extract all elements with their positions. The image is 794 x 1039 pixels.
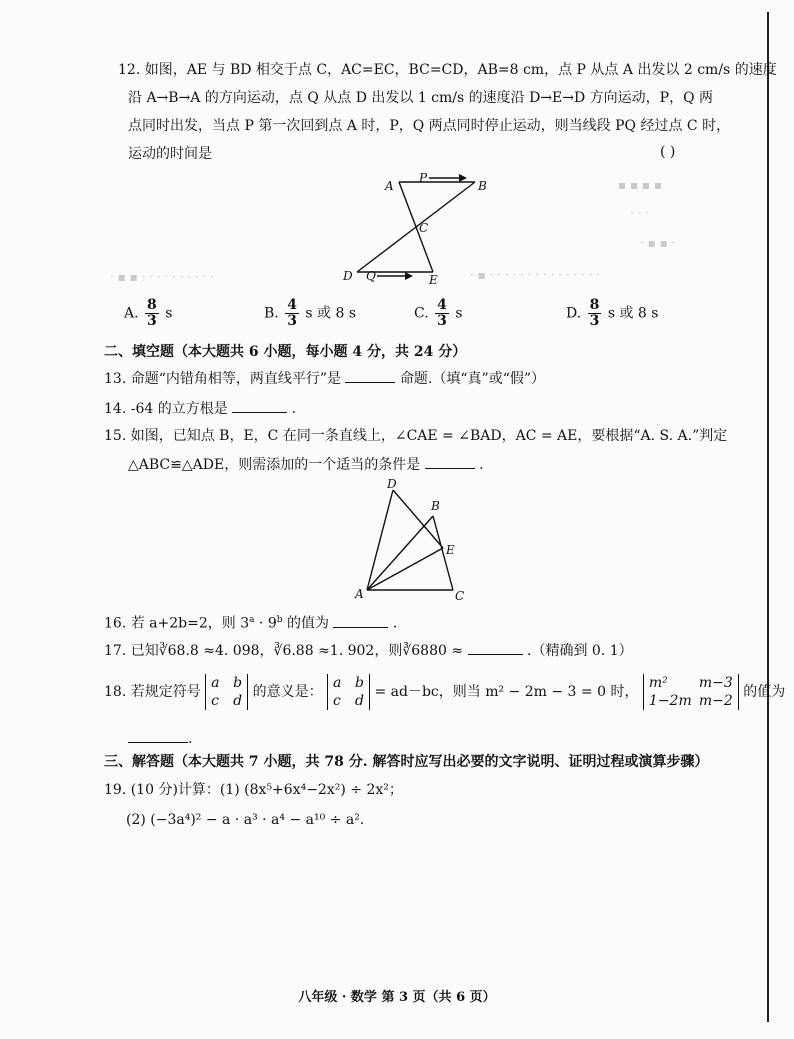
q18-determinant-value: m² m−3 1−2m m−2 <box>643 674 739 710</box>
q17-root-2: ∛6.88 <box>273 643 314 659</box>
q16-exponent-b: b <box>276 615 283 625</box>
q12-option-b[interactable] <box>264 298 356 329</box>
q13-text: 13. 命题“内错角相等，两直线平行”是 <box>104 371 342 387</box>
section-3-heading: 三、解答题（本大题共 7 小题，共 78 分. 解答时应写出必要的文字说明、证明过程或演算步骤） <box>104 754 709 770</box>
q19-line-2: (2) (−3a⁴)² − a · a³ · a⁴ − a¹⁰ ÷ a². <box>126 812 365 828</box>
q17-value-2: ≈1. 902，则 <box>313 643 403 659</box>
q17-text-end: .（精确到 0. 1） <box>527 643 633 659</box>
q14-answer-blank[interactable] <box>232 398 287 413</box>
q12-option-c[interactable] <box>414 298 463 329</box>
q17 <box>104 640 633 661</box>
q12-figure <box>335 168 505 286</box>
q17-text: 17. 已知 <box>104 643 159 659</box>
option-a-fraction: $\frac{8}{3}$ <box>147 297 157 329</box>
q12-option-a[interactable] <box>124 298 172 329</box>
q18-determinant-symbol: a b c d <box>205 674 248 710</box>
q15-answer-blank[interactable] <box>425 454 475 469</box>
q17-value-1: ≈4. 098， <box>198 643 274 659</box>
option-c-fraction: $\frac{4}{3}$ <box>437 297 447 329</box>
q15-line-2 <box>128 454 484 475</box>
q12-line-3: 点同时出发，当点 P 第一次回到点 A 时，P，Q 两点同时停止运动，则当线段 PQ 经过点 C 时， <box>128 118 731 134</box>
q16-text: 16. 若 a+2b=2，则 3 <box>104 615 250 632</box>
label-C: C <box>455 589 465 603</box>
q12-line-4: 运动的时间是 <box>128 146 212 162</box>
q18-period: . <box>188 731 193 747</box>
label-A: A <box>355 587 364 601</box>
q16-answer-blank[interactable] <box>333 613 388 628</box>
bleed-through-mark: · ▪ ▪ · <box>640 236 676 250</box>
q17-answer-blank[interactable] <box>468 640 523 655</box>
q16-exponent-a: a <box>249 615 255 625</box>
option-b-prefix: B. <box>264 305 279 322</box>
q15-text: △ABC≌△ADE，则需添加的一个适当的条件是 <box>128 457 421 473</box>
q15-text-end: . <box>479 457 484 473</box>
q18-text-meaning: 的意义是： <box>252 684 323 700</box>
q16-text-mid: · 9 <box>254 615 277 632</box>
q13-text-end: 命题.（填“真”或“假”） <box>399 371 546 387</box>
option-a-suffix: s <box>165 305 173 322</box>
option-a-prefix: A. <box>124 305 139 322</box>
option-d-prefix: D. <box>566 305 582 322</box>
q12-answer-bracket: ( ) <box>660 144 676 160</box>
option-b-suffix: s 或 8 s <box>305 305 357 322</box>
option-c-prefix: C. <box>414 305 429 322</box>
option-c-suffix: s <box>455 305 463 322</box>
label-B: B <box>431 499 440 513</box>
label-D: D <box>343 269 353 283</box>
q16-text-end: . <box>392 615 398 632</box>
arrow-P-head <box>459 174 467 182</box>
bleed-through-mark: ▪ ▪ ▪ ▪ <box>618 178 662 192</box>
q16-text-post: 的值为 <box>282 615 329 632</box>
q13 <box>104 368 545 389</box>
bleed-through-mark: · ▪ ▪ · · · · · · · · · · <box>110 270 214 284</box>
section-2-heading: 二、填空题（本大题共 6 小题，每小题 4 分，共 24 分） <box>104 344 467 360</box>
segment-AE <box>367 548 443 590</box>
q19-line-1: 19. (10 分)计算：(1) (8x⁵+6x⁴−2x²) ÷ 2x²； <box>104 782 403 798</box>
q12-line-1: 12. 如图，AE 与 BD 相交于点 C，AC=EC，BC=CD，AB=8 cm，点 P 从点 A 出发以 2 cm/s 的速度 <box>118 62 777 78</box>
segment-BD <box>357 182 475 272</box>
q18-text: 18. 若规定符号 <box>104 684 201 700</box>
arrow-Q-head <box>405 272 413 280</box>
label-Q: Q <box>366 269 376 283</box>
q17-root-3: ∛6880 <box>402 643 447 659</box>
q18-line-1 <box>104 672 785 712</box>
option-b-fraction: $\frac{4}{3}$ <box>287 297 297 329</box>
q15-figure <box>345 476 475 604</box>
q15-line-1: 15. 如图，已知点 B，E，C 在同一条直线上，∠CAE = ∠BAD，AC = AE，要根据“A. S. A.”判定 <box>104 428 728 444</box>
label-C: C <box>419 221 429 235</box>
q18-answer-blank[interactable] <box>128 728 188 743</box>
label-A: A <box>385 179 394 193</box>
q12-line-2: 沿 A→B→A 的方向运动，点 Q 从点 D 出发以 1 cm/s 的速度沿 D→E→D 方向运动，P，Q 两 <box>128 90 714 106</box>
q18-text-end: 的值为 <box>743 684 786 700</box>
q13-answer-blank[interactable] <box>345 368 395 383</box>
label-D: D <box>387 477 397 491</box>
option-d-fraction: $\frac{8}{3}$ <box>589 297 600 329</box>
binding-margin-line <box>767 12 769 1022</box>
q14-text-end: . <box>291 401 297 417</box>
q16 <box>104 610 397 634</box>
option-d-suffix: s 或 8 s <box>607 305 659 322</box>
q18-text-definition: = ad－bc，则当 m² − 2m − 3 = 0 时， <box>374 684 639 700</box>
label-B: B <box>478 179 487 193</box>
label-E: E <box>429 273 438 286</box>
q17-root-1: ∛68.8 <box>158 643 199 659</box>
q17-approx: ≈ <box>446 643 464 659</box>
page-footer: 八年级 · 数学 第 3 页（共 6 页） <box>298 990 496 1005</box>
q18-line-2 <box>128 728 192 749</box>
q14-text: 14. -64 的立方根是 <box>104 401 228 417</box>
label-P: P <box>419 171 428 185</box>
q18-determinant-definition: a b c d <box>327 674 370 710</box>
q14 <box>104 398 296 419</box>
bleed-through-mark: · · · <box>630 206 650 220</box>
label-E: E <box>446 543 455 557</box>
bleed-through-mark: · ▪ · · · · · · · · · · · · · · · <box>470 268 601 282</box>
q12-option-d[interactable] <box>566 298 658 329</box>
